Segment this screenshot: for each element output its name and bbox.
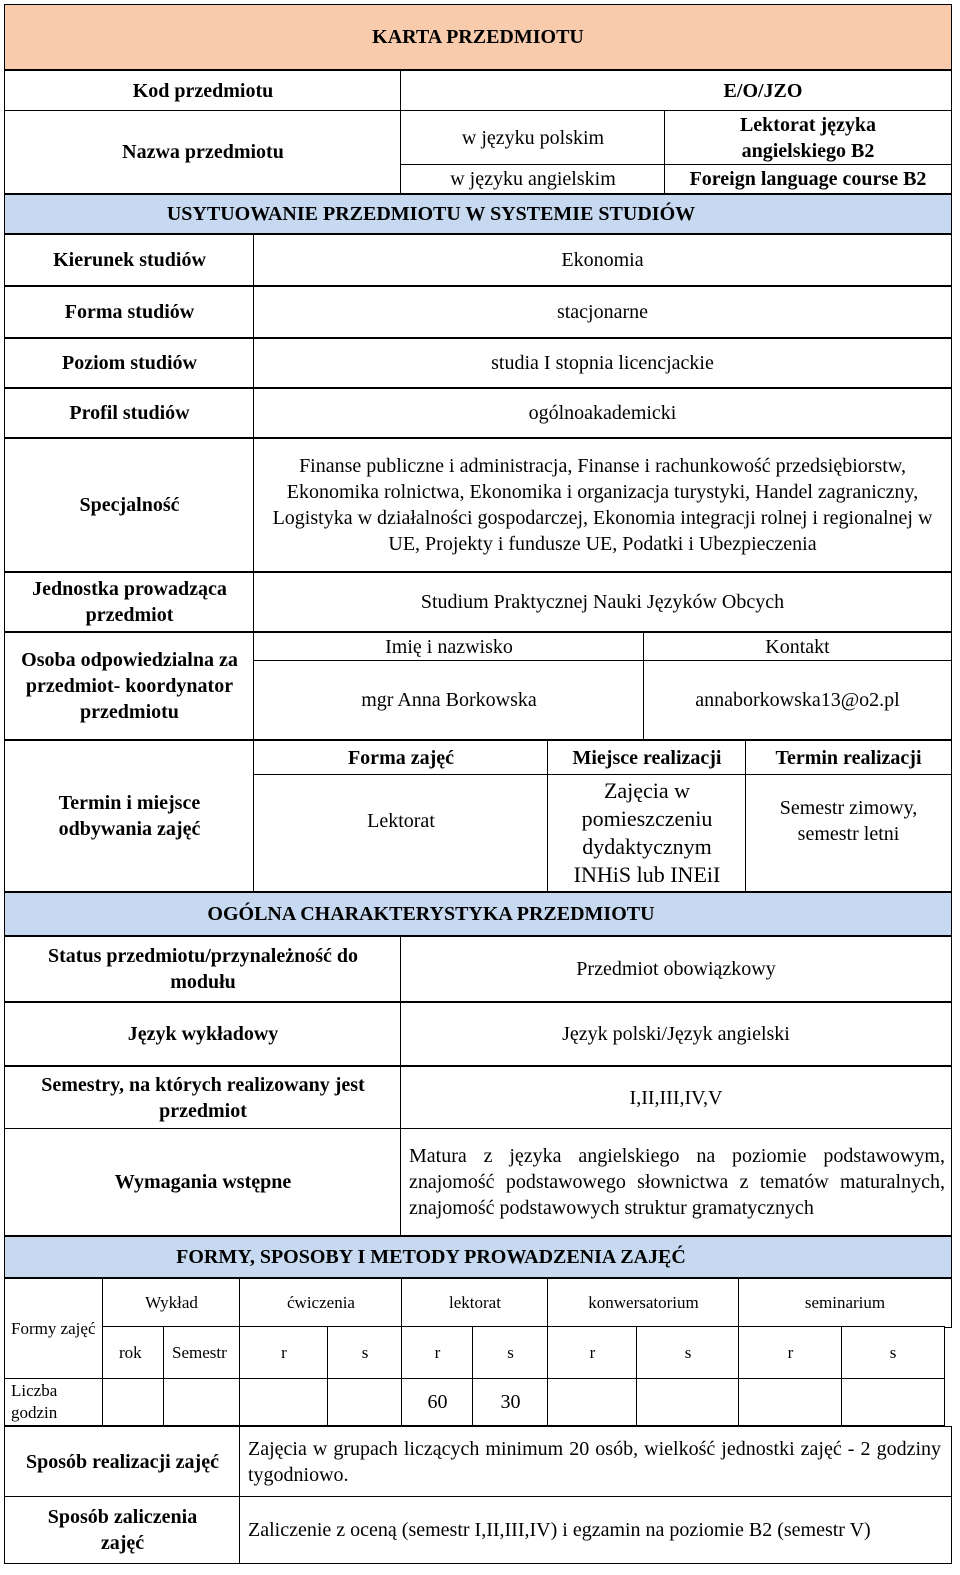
semestry-label: Semestry, na których realizowany jest przedmiot bbox=[4, 1066, 402, 1130]
jezyk-value: Język polski/Język angielski bbox=[400, 1002, 952, 1066]
jednostka-value: Studium Praktycznej Nauki Języków Obcych bbox=[253, 572, 952, 632]
poziom-label: Poziom studiów bbox=[4, 338, 255, 388]
hours-cell-lektorat-s: 30 bbox=[472, 1378, 549, 1426]
sub-col-s: s bbox=[841, 1326, 945, 1380]
name-en-label: w języku angielskim bbox=[400, 164, 666, 194]
form-type-wyklad: Wykład bbox=[102, 1278, 241, 1328]
forma-label: Forma studiów bbox=[4, 286, 255, 338]
sub-col-r: r bbox=[547, 1326, 638, 1380]
sub-col-rok: rok bbox=[102, 1326, 165, 1380]
code-label: Kod przedmiotu bbox=[4, 70, 402, 112]
sub-col-s: s bbox=[327, 1326, 403, 1380]
termin-termin: Semestr zimowy, semestr letni bbox=[745, 774, 952, 892]
hours-cell bbox=[547, 1378, 638, 1426]
code-value: E/O/JZO bbox=[400, 70, 952, 112]
specjalnosc-label: Specjalność bbox=[4, 438, 255, 572]
hours-cell bbox=[738, 1378, 843, 1426]
section-characteristics: OGÓLNA CHARAKTERYSTYKA PRZEDMIOTU bbox=[4, 892, 952, 936]
card-title: KARTA PRZEDMIOTU bbox=[4, 4, 952, 70]
name-pl-label: w języku polskim bbox=[400, 110, 666, 166]
osoba-name-header: Imię i nazwisko bbox=[253, 632, 645, 662]
profil-label: Profil studiów bbox=[4, 388, 255, 438]
termin-termin-header: Termin realizacji bbox=[745, 740, 952, 776]
hours-cell bbox=[239, 1378, 329, 1426]
status-label: Status przedmiotu/przynależność do modułu bbox=[4, 936, 402, 1002]
sub-col-semestr: Semestr bbox=[163, 1326, 241, 1380]
forma-value: stacjonarne bbox=[253, 286, 952, 338]
sub-col-s: s bbox=[636, 1326, 740, 1380]
jednostka-label: Jednostka prowadząca przedmiot bbox=[4, 572, 255, 632]
hours-cell bbox=[841, 1378, 945, 1426]
hours-cell bbox=[636, 1378, 740, 1426]
hours-label: Liczba godzin bbox=[4, 1378, 104, 1426]
kierunek-value: Ekonomia bbox=[253, 234, 952, 286]
termin-miejsce-header: Miejsce realizacji bbox=[547, 740, 747, 776]
sub-col-r: r bbox=[239, 1326, 329, 1380]
name-pl-value: Lektorat języka angielskiego B2 bbox=[664, 110, 952, 166]
osoba-label: Osoba odpowiedzialna za przedmiot- koordynator przedmiotu bbox=[4, 632, 255, 740]
name-en-value: Foreign language course B2 bbox=[664, 164, 952, 194]
termin-forma: Lektorat bbox=[253, 774, 549, 892]
hours-cell bbox=[327, 1378, 403, 1426]
section-placement: USYTUOWANIE PRZEDMIOTU W SYSTEMIE STUDIÓW bbox=[4, 194, 952, 234]
formy-label: Formy zajęć bbox=[4, 1278, 104, 1380]
form-type-lektorat: lektorat bbox=[401, 1278, 549, 1328]
wymagania-label: Wymagania wstępne bbox=[4, 1128, 402, 1236]
name-label: Nazwa przedmiotu bbox=[4, 110, 402, 194]
semestry-value: I,II,III,IV,V bbox=[400, 1066, 952, 1130]
profil-value: ogólnoakademicki bbox=[253, 388, 952, 438]
specjalnosc-value: Finanse publiczne i administracja, Finanse i rachunkowość przedsiębiorstw, Ekonomika rolnictwa, Ekonomika i organizacja turystyki, Handel zagraniczny, Logistyka w działalności gospodarczej, Ekonomia integracji rolnej i regionalnej w UE, Projekty i fundusze UE, Podatki i Ubezpieczenia bbox=[253, 438, 952, 572]
termin-label: Termin i miejsce odbywania zajęć bbox=[4, 740, 255, 892]
hours-cell-lektorat-r: 60 bbox=[401, 1378, 474, 1426]
termin-forma-header: Forma zajęć bbox=[253, 740, 549, 776]
section-forms: FORMY, SPOSOBY I METODY PROWADZENIA ZAJĘĆ bbox=[4, 1236, 952, 1278]
sub-col-r: r bbox=[401, 1326, 474, 1380]
form-type-cwiczenia: ćwiczenia bbox=[239, 1278, 403, 1328]
wymagania-value: Matura z języka angielskiego na poziomie podstawowym, znajomość podstawowego słownictwa z tematów maturalnych, znajomość podstawowych struktur gramatycznych bbox=[400, 1128, 952, 1236]
zaliczenie-value: Zaliczenie z oceną (semestr I,II,III,IV) i egzamin na poziomie B2 (semestr V) bbox=[239, 1496, 952, 1564]
hours-cell bbox=[102, 1378, 165, 1426]
termin-miejsce: Zajęcia w pomieszczeniu dydaktycznym INHiS lub INEiI bbox=[547, 774, 747, 892]
kierunek-label: Kierunek studiów bbox=[4, 234, 255, 286]
osoba-contact[interactable]: annaborkowska13@o2.pl bbox=[643, 660, 952, 740]
osoba-contact-header: Kontakt bbox=[643, 632, 952, 662]
form-type-seminarium: seminarium bbox=[738, 1278, 952, 1328]
status-value: Przedmiot obowiązkowy bbox=[400, 936, 952, 1002]
poziom-value: studia I stopnia licencjackie bbox=[253, 338, 952, 388]
sub-col-r: r bbox=[738, 1326, 843, 1380]
sub-col-s: s bbox=[472, 1326, 549, 1380]
osoba-name: mgr Anna Borkowska bbox=[253, 660, 645, 740]
realizacja-value: Zajęcia w grupach liczących minimum 20 osób, wielkość jednostki zajęć - 2 godziny tygodniowo. bbox=[239, 1426, 952, 1498]
hours-cell bbox=[163, 1378, 241, 1426]
zaliczenie-label: Sposób zaliczenia zajęć bbox=[4, 1496, 241, 1564]
form-type-konwersatorium: konwersatorium bbox=[547, 1278, 740, 1328]
realizacja-label: Sposób realizacji zajęć bbox=[4, 1426, 241, 1498]
jezyk-label: Język wykładowy bbox=[4, 1002, 402, 1066]
